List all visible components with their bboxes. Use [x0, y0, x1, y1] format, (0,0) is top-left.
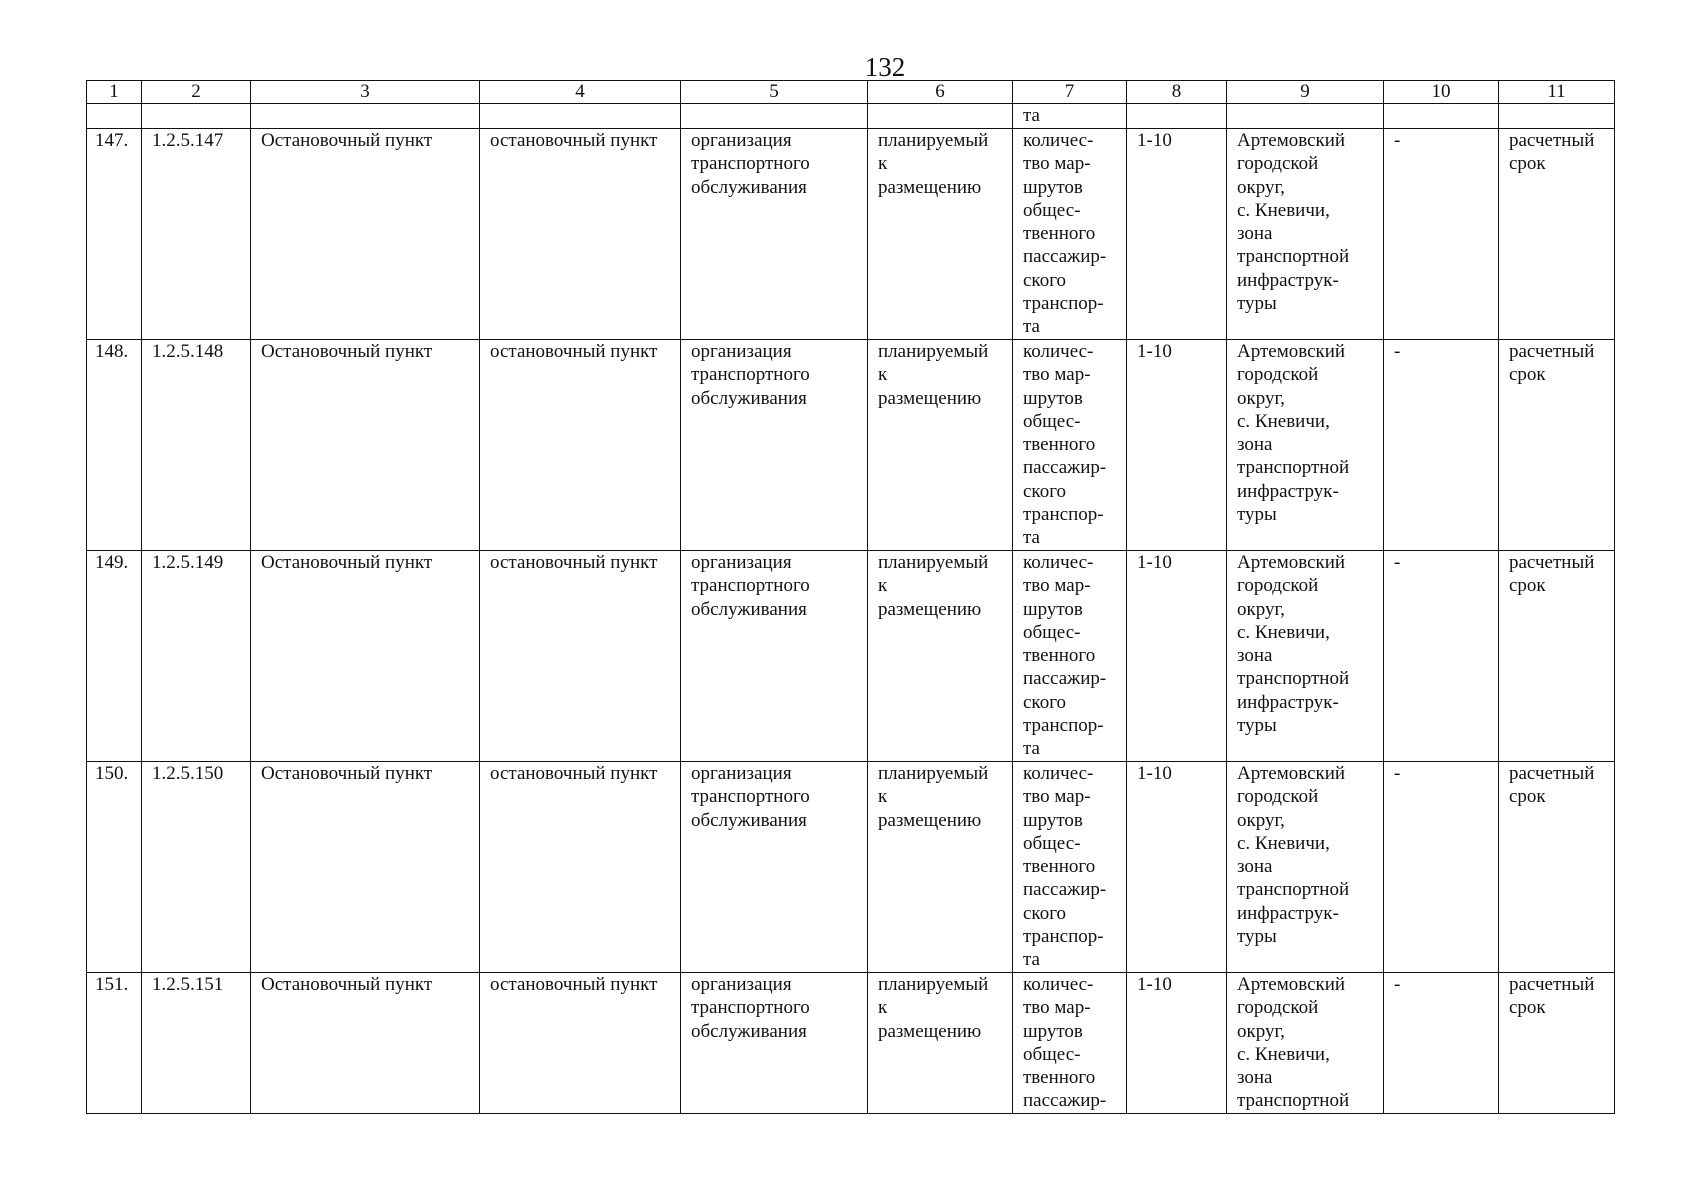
column-number: 3: [251, 81, 480, 104]
table-cell: [1384, 104, 1499, 129]
page-number: 132: [864, 52, 906, 82]
continuation-row: [87, 104, 1615, 129]
table-row: [87, 762, 1615, 973]
purpose-cell: организация транспортного обслуживания: [681, 129, 868, 340]
code-cell: 1.2.5.148: [142, 340, 251, 551]
column-number: 5: [681, 81, 868, 104]
code-cell: 1.2.5.149: [142, 551, 251, 762]
code-cell: 1.2.5.147: [142, 129, 251, 340]
purpose-cell: организация транспортного обслуживания: [681, 340, 868, 551]
name-cell: Остановочный пункт: [251, 340, 480, 551]
table-row: [87, 973, 1615, 1114]
status-cell: планируемый к размещению: [868, 340, 1013, 551]
purpose-cell: организация транспортного обслуживания: [681, 762, 868, 973]
zone-cell: -: [1384, 762, 1499, 973]
column-number: 11: [1499, 81, 1615, 104]
table-cell: [1499, 104, 1615, 129]
name-cell: Остановочный пункт: [251, 762, 480, 973]
column-number: 2: [142, 81, 251, 104]
table-cell: [1127, 104, 1227, 129]
row-number-cell: 149.: [87, 551, 142, 762]
characteristic-cell: количес- тво мар- шрутов общес- твенного пассажир- ского транспор- та: [1013, 129, 1127, 340]
row-number-cell: 148.: [87, 340, 142, 551]
table-row: [87, 129, 1615, 340]
characteristic-cell: количес- тво мар- шрутов общес- твенного пассажир- ского транспор- та: [1013, 551, 1127, 762]
table-cell: [480, 104, 681, 129]
term-cell: расчетный срок: [1499, 973, 1615, 1114]
characteristic-cell: количес- тво мар- шрутов общес- твенного пассажир- ского транспор- та: [1013, 762, 1127, 973]
column-number: 8: [1127, 81, 1227, 104]
column-number: 1: [87, 81, 142, 104]
zone-cell: -: [1384, 551, 1499, 762]
type-cell: остановочный пункт: [480, 551, 681, 762]
term-cell: расчетный срок: [1499, 762, 1615, 973]
document-table: [86, 80, 1615, 1114]
table-cell: [87, 104, 142, 129]
table-cell: та: [1013, 104, 1127, 129]
table-cell: [681, 104, 868, 129]
type-cell: остановочный пункт: [480, 340, 681, 551]
zone-cell: -: [1384, 973, 1499, 1114]
table-row: [87, 340, 1615, 551]
column-number-row: [87, 81, 1615, 104]
purpose-cell: организация транспортного обслуживания: [681, 973, 868, 1114]
column-number: 9: [1227, 81, 1384, 104]
value-cell: 1-10: [1127, 129, 1227, 340]
type-cell: остановочный пункт: [480, 973, 681, 1114]
row-number-cell: 147.: [87, 129, 142, 340]
type-cell: остановочный пункт: [480, 762, 681, 973]
value-cell: 1-10: [1127, 762, 1227, 973]
name-cell: Остановочный пункт: [251, 129, 480, 340]
column-number: 4: [480, 81, 681, 104]
term-cell: расчетный срок: [1499, 129, 1615, 340]
name-cell: Остановочный пункт: [251, 551, 480, 762]
table-cell: [142, 104, 251, 129]
location-cell: Артемовский городской округ, с. Кневичи, зона транспортной инфраструк- туры: [1227, 340, 1384, 551]
name-cell: Остановочный пункт: [251, 973, 480, 1114]
status-cell: планируемый к размещению: [868, 762, 1013, 973]
location-cell: Артемовский городской округ, с. Кневичи, зона транспортной инфраструк- туры: [1227, 762, 1384, 973]
table-cell: [1227, 104, 1384, 129]
location-cell: Артемовский городской округ, с. Кневичи, зона транспортной: [1227, 973, 1384, 1114]
status-cell: планируемый к размещению: [868, 551, 1013, 762]
location-cell: Артемовский городской округ, с. Кневичи, зона транспортной инфраструк- туры: [1227, 129, 1384, 340]
column-number: 10: [1384, 81, 1499, 104]
table-row: [87, 551, 1615, 762]
row-number-cell: 151.: [87, 973, 142, 1114]
row-number-cell: 150.: [87, 762, 142, 973]
term-cell: расчетный срок: [1499, 551, 1615, 762]
purpose-cell: организация транспортного обслуживания: [681, 551, 868, 762]
table-cell: [868, 104, 1013, 129]
term-cell: расчетный срок: [1499, 340, 1615, 551]
table-cell: [251, 104, 480, 129]
characteristic-cell: количес- тво мар- шрутов общес- твенного пассажир- ского транспор- та: [1013, 340, 1127, 551]
zone-cell: -: [1384, 340, 1499, 551]
column-number: 6: [868, 81, 1013, 104]
status-cell: планируемый к размещению: [868, 973, 1013, 1114]
zone-cell: -: [1384, 129, 1499, 340]
code-cell: 1.2.5.150: [142, 762, 251, 973]
status-cell: планируемый к размещению: [868, 129, 1013, 340]
characteristic-cell: количес- тво мар- шрутов общес- твенного пассажир-: [1013, 973, 1127, 1114]
value-cell: 1-10: [1127, 340, 1227, 551]
type-cell: остановочный пункт: [480, 129, 681, 340]
value-cell: 1-10: [1127, 973, 1227, 1114]
location-cell: Артемовский городской округ, с. Кневичи, зона транспортной инфраструк- туры: [1227, 551, 1384, 762]
code-cell: 1.2.5.151: [142, 973, 251, 1114]
value-cell: 1-10: [1127, 551, 1227, 762]
column-number: 7: [1013, 81, 1127, 104]
